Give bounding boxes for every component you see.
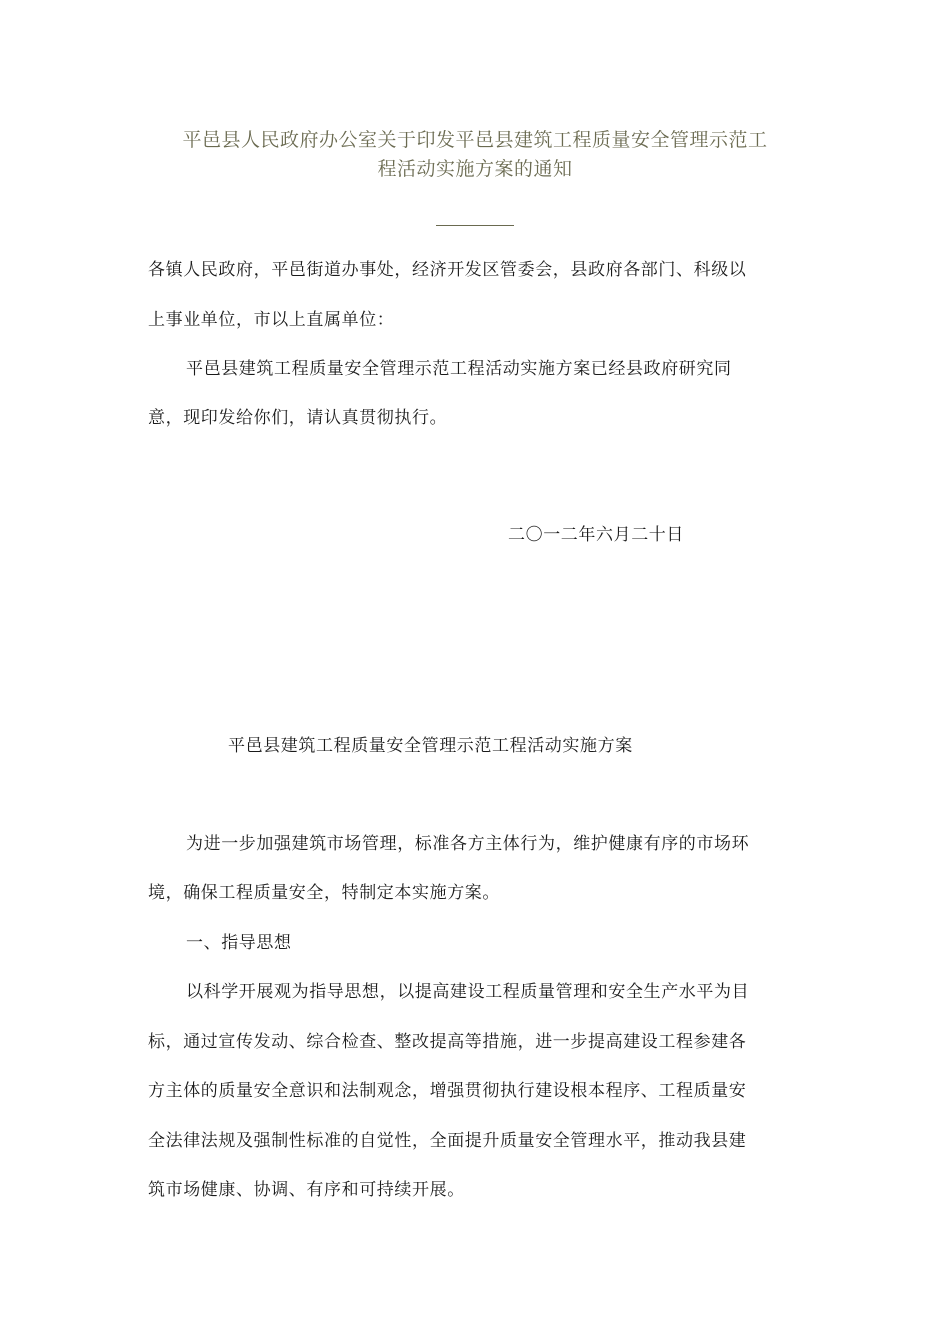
notice-title-line-2: 程活动实施方案的通知 bbox=[377, 158, 573, 180]
section1-line-1: 以科学开展观为指导思想，以提高建设工程质量管理和安全生产水平为目 bbox=[186, 982, 750, 1002]
plan-intro-line-2: 境，确保工程质量安全，特制定本实施方案。 bbox=[148, 883, 500, 903]
notice-title-line-1: 平邑县人民政府办公室关于印发平邑县建筑工程质量安全管理示范工 bbox=[182, 129, 768, 151]
section1-line-5: 筑市场健康、协调、有序和可持续开展。 bbox=[148, 1180, 465, 1200]
plan-intro-line-1: 为进一步加强建筑市场管理，标准各方主体行为，维护健康有序的市场环 bbox=[186, 834, 750, 854]
notice-title bbox=[148, 126, 802, 184]
section1-line-2: 标，通过宣传发动、综合检查、整改提高等措施，进一步提高建设工程参建各 bbox=[148, 1032, 747, 1052]
section1-line-4: 全法律法规及强制性标准的自觉性，全面提升质量安全管理水平，推动我县建 bbox=[148, 1131, 747, 1151]
section-heading-guiding-ideology: 一、指导思想 bbox=[186, 933, 292, 953]
section1-line-3: 方主体的质量安全意识和法制观念，增强贯彻执行建设根本程序、工程质量安 bbox=[148, 1081, 747, 1101]
addressee-line-1: 各镇人民政府，平邑街道办事处，经济开发区管委会，县政府各部门、科级以 bbox=[148, 260, 747, 280]
notice-body-line-1: 平邑县建筑工程质量安全管理示范工程活动实施方案已经县政府研究同 bbox=[186, 359, 732, 379]
notice-date: 二〇一二年六月二十日 bbox=[508, 525, 684, 545]
title-divider bbox=[436, 225, 514, 226]
plan-title: 平邑县建筑工程质量安全管理示范工程活动实施方案 bbox=[228, 736, 633, 756]
addressee-line-2: 上事业单位，市以上直属单位： bbox=[148, 310, 395, 330]
notice-body-line-2: 意，现印发给你们，请认真贯彻执行。 bbox=[148, 408, 448, 428]
